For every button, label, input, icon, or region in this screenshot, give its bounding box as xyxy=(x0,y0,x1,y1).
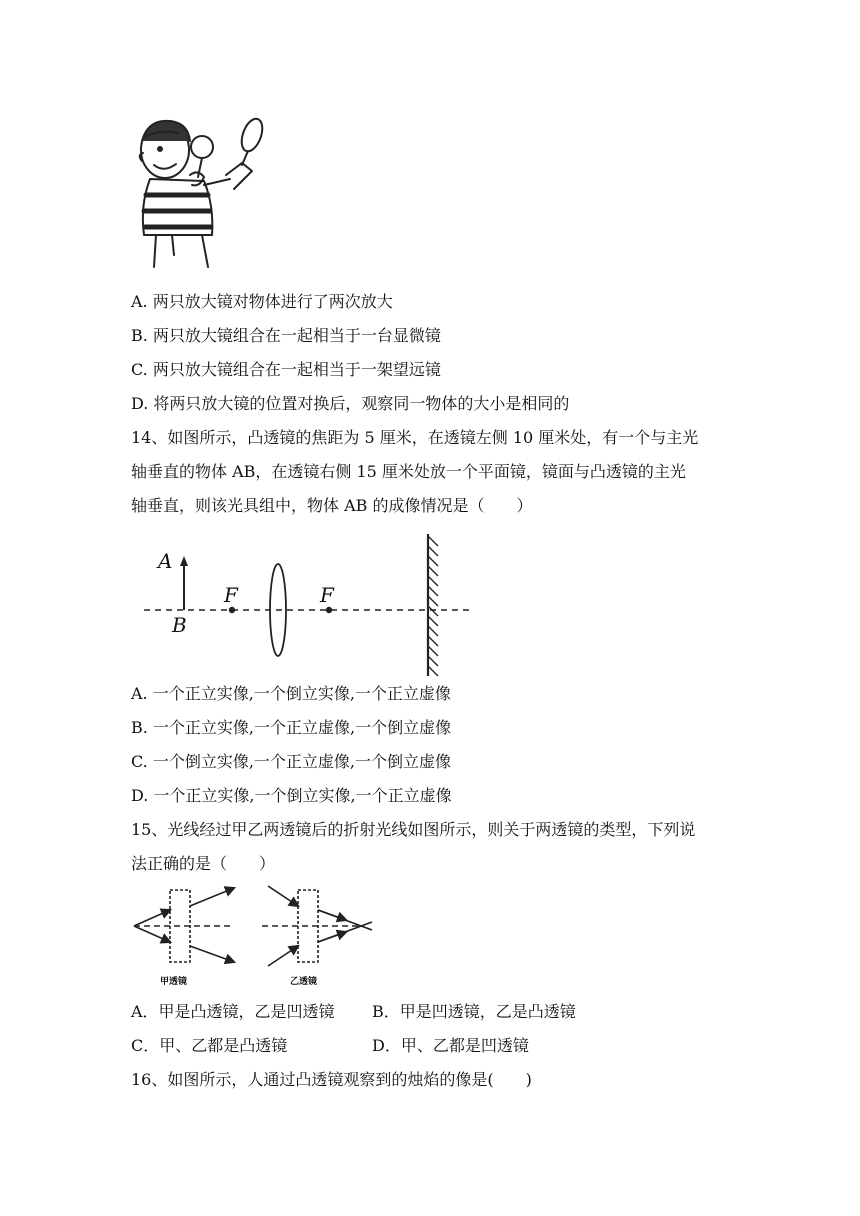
q15-stem-line-1: 15、光线经过甲乙两透镜后的折射光线如图所示，则关于两透镜的类型，下列说 xyxy=(131,820,696,839)
q16-stem: 16、如图所示，人通过凸透镜观察到的烛焰的像是( ) xyxy=(131,1070,532,1089)
label-jia-lens: 甲透镜 xyxy=(160,977,188,987)
q14-stem-line-1: 14、如图所示，凸透镜的焦距为 5 厘米，在透镜左侧 10 厘米处，有一个与主光 xyxy=(131,428,699,447)
q14-option-c: C. 一个倒立实像,一个正立虚像,一个倒立虚像 xyxy=(131,752,452,771)
focal-point-left xyxy=(229,607,235,613)
q14-option-d: D. 一个正立实像,一个倒立实像,一个正立虚像 xyxy=(131,786,452,805)
q15-option-d: D．甲、乙都是凹透镜 xyxy=(372,1036,529,1055)
q15-stem-line-2: 法正确的是（ ） xyxy=(131,854,276,873)
q13-option-b: B. 两只放大镜组合在一起相当于一台显微镜 xyxy=(131,326,441,345)
q13-option-c: C. 两只放大镜组合在一起相当于一架望远镜 xyxy=(131,360,441,379)
q15-options-row-2 xyxy=(131,1036,751,1056)
q15-option-b: B．甲是凹透镜，乙是凸透镜 xyxy=(372,1002,576,1021)
label-b: B xyxy=(172,613,187,637)
label-a: A xyxy=(158,549,173,573)
q14-optics-figure xyxy=(140,530,480,680)
focal-point-right xyxy=(326,607,332,613)
q13-option-a: A. 两只放大镜对物体进行了两次放大 xyxy=(131,292,393,311)
q13-option-d: D. 将两只放大镜的位置对换后，观察同一物体的大小是相同的 xyxy=(131,394,570,413)
q15-option-c: C．甲、乙都是凸透镜 xyxy=(131,1036,288,1055)
mirror-hatching xyxy=(428,536,438,676)
label-f-left: F xyxy=(224,583,238,607)
q14-option-b: B. 一个正立实像,一个正立虚像,一个倒立虚像 xyxy=(131,718,452,737)
q15-option-a: A．甲是凸透镜，乙是凹透镜 xyxy=(131,1002,335,1021)
label-f-right: F xyxy=(320,583,334,607)
label-yi-lens: 乙透镜 xyxy=(290,977,318,987)
boy-with-magnifiers-illustration xyxy=(130,115,280,270)
q14-stem-line-2: 轴垂直的物体 AB，在透镜右侧 15 厘米处放一个平面镜，镜面与凸透镜的主光 xyxy=(131,462,686,481)
q14-stem-line-3: 轴垂直，则该光具组中，物体 AB 的成像情况是（ ） xyxy=(131,496,533,515)
jia-lens-diagram xyxy=(134,888,234,962)
yi-lens-diagram xyxy=(262,886,372,966)
q14-option-a: A. 一个正立实像,一个倒立实像,一个正立虚像 xyxy=(131,684,451,703)
q15-options-row-1 xyxy=(131,1002,751,1022)
q15-lens-figure xyxy=(130,882,380,992)
